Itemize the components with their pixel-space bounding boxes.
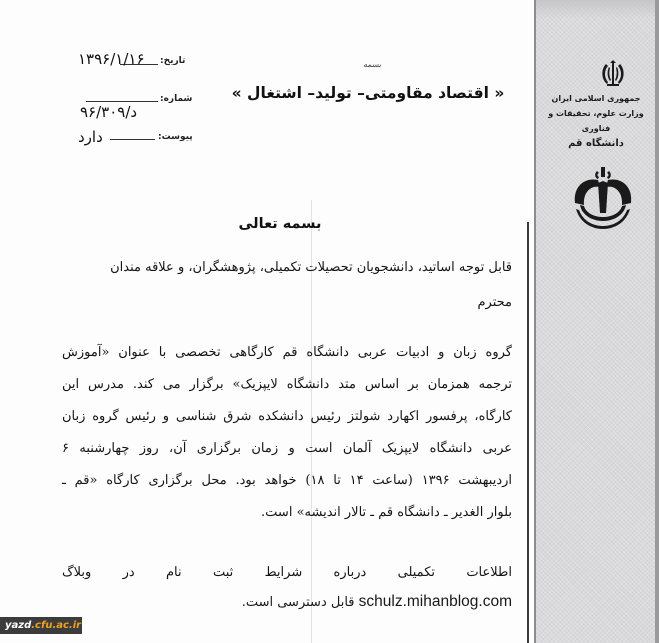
watermark-part1: yazd: [5, 620, 32, 631]
paragraph-line: گروه زبان و ادبیات عربی دانشگاه قم کارگاهی تخصصی با عنوان «آموزش: [62, 345, 512, 360]
paragraph-line: بلوار الغدیر ـ دانشگاه قم ـ تالار اندیشه» است.: [261, 505, 512, 520]
date-label: تاریخ:: [160, 56, 186, 66]
attachment-underline: [110, 139, 155, 140]
addressee-line: قابل توجه اساتید، دانشجویان تحصیلات تکمیلی، پژوهشگران، و علاقه مندان: [110, 260, 512, 275]
paragraph-line: عربی دانشگاه لایپزیک آلمان است و زمان برگزاری آن، روز چهارشنبه ۶: [62, 441, 512, 456]
number-underline: [86, 101, 158, 102]
letterhead-line-ministry: وزارت علوم، تحقیقات و فناوری: [548, 109, 644, 133]
scan-edge: [655, 0, 659, 643]
number-label: شماره:: [160, 94, 193, 104]
paragraph-line: ترجمه همزمان بر اساس متد دانشگاه لایپزیک» برگزار می کند. مدرس این: [62, 377, 512, 392]
number-value: د/۹۶/۳۰۹: [80, 103, 138, 121]
blog-url-link[interactable]: schulz.mihanblog.com: [358, 593, 512, 610]
salutation: محترم: [477, 295, 512, 310]
url-suffix: قابل دسترسی است.: [241, 595, 355, 610]
motto-heading: « اقتصاد مقاومتی– تولید– اشتغال »: [231, 84, 505, 102]
ministry-text: [538, 91, 654, 151]
bismillah-heading: بسمه تعالی: [238, 216, 322, 232]
paragraph-line: کارگاه، پرفسور اکهارد شولتز رئیس دانشکده شرق شناسی و رئیس گروه زبان: [62, 409, 512, 424]
band-shade: [536, 0, 659, 18]
url-line: [62, 593, 512, 611]
attachment-label: پیوست:: [158, 132, 193, 142]
site-watermark: [0, 617, 82, 634]
letterhead-line-university: دانشگاه قم: [568, 138, 624, 149]
watermark-part2: .cfu.ac.ir: [31, 620, 82, 631]
date-value: ۱۳۹۶/۱/۱۶: [78, 50, 145, 68]
info-line: اطلاعات تکمیلی درباره شرایط ثبت نام در وبلاگ: [62, 565, 512, 580]
letterhead-line-country: جمهوری اسلامی ایران: [551, 94, 641, 103]
qom-university-logo-icon: [570, 165, 636, 231]
attachment-value: دارد: [78, 128, 103, 146]
iran-emblem-icon: [600, 60, 626, 88]
paragraph-line: اردیبهشت ۱۳۹۶ (ساعت ۱۴ تا ۱۸) خواهد بود. محل برگزاری کارگاه «قم ـ: [62, 473, 513, 488]
letterhead-rule: [527, 222, 529, 643]
besmeh-small: بسمه: [363, 60, 382, 69]
